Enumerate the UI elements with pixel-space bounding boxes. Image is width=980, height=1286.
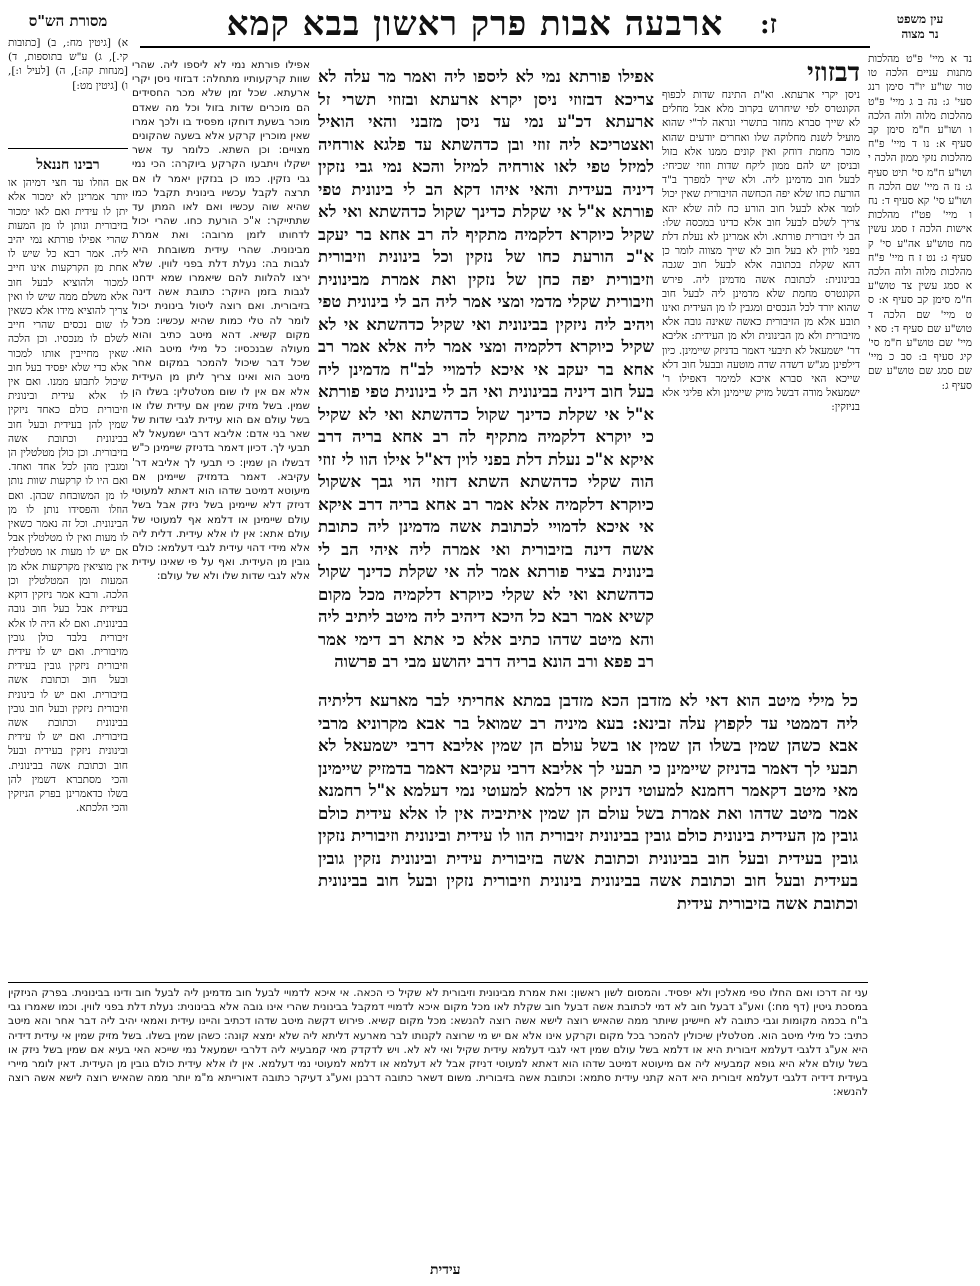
masoret-hashas-text: א) [גיטין מח:, ב) [כתובות קי.], ג) ע"ש בתוספות, ד) [מנחות קה:], ה) [לעיל ו:], ו) [גיטין מט:] bbox=[8, 37, 128, 92]
masoret-hashas-column bbox=[8, 36, 128, 146]
ein-mishpat-text: נד א מיי' פ"ט מהלכות מתנות עניים הלכה טו טור שו"ע יו"ד סימן רנג סעי' ג: נה ב ג מיי' פ"ט מהלכות מלוה ולוה הלכה ו ושו"ע ח"מ סימן קב סעיף א: נו ד מיי' פ"ח מהלכות נזקי ממון הלכה י ושו"ע ח"מ סי' תיט סעיף ג: נז ה מיי' שם הלכה ח ושו"ע סי' קא סעיף ד: נח ו מיי' פט"ז מהלכות אישות הלכה ז סמג עשין מח טוש"ע אה"ע סי' ק סעיף ג: נט ז ח מיי' פ"ח מהלכות מלוה ולוה הלכה א סמג עשין צד טוש"ע ח"מ סימן קב סעיף א: ס ט מיי' שם הלכה ד טוש"ע שם סעיף ד: סא י מיי' שם טוש"ע ח"מ סי' קיג סעיף ב: סב כ מיי' שם סמג שם טוש"ע שם סעיף ג: bbox=[868, 53, 972, 392]
rabbeinu-chananel-column bbox=[8, 152, 128, 992]
rabbeinu-chananel-text: אם הוזלו עד חצי דמיהן או יותר אמרינן לא ימכור אלא יתן לו עידית ואם לאו ימכור בזיבורית ונותן לו מן המעות שהרי אפילו פורתא נמי יהיב ליה. אמר רבא כל שיש לו אחת מן הקרקעות אינו חייב למכור ולהוציא לבעל חוב אלא משלם ממה שיש לו ואין צריך להוציא מידו אלא כשאין לו שום נכסים שהרי חייב לשלם לו מנכסיו. וכן הלכה שאין מחייבין אותו למכור אלא כדי שלא יפסיד בעל חוב שיכול לתבוע ממנו. ואם אין לו אלא עידית ובינונית וזיבורית כולם כאחד ניזקין שמין להן בעידית ובעל חוב בבינונית וכתובת אשה בזיבורית. וכן כולן מטלטלין הן ומגבין מהן לכל אחד ואחד. ואם היו לו קרקעות שוות נותן לו מן המשובחת שבהן. ואם הוזלו והפסידו נותן לו מן הבינונית. וכל זה נאמר כשאין לו מעות ואין לו מטלטלין אבל אם יש לו מעות או מטלטלין אין מוציאין מקרקעות אלא מן המעות ומן המטלטלין וכן הלכה. ורבא אמר ניזקין דוקא בעידית אבל בעל חוב גובה בבינונית. ואם לא היה לו אלא זיבורית בלבד כולן גובין מזיבורית. ואם יש לו עידית וזיבורית ניזקין גובין בעידית ובעל חוב וכתובת אשה בזיבורית. ואם יש לו בינונית וזיבורית ניזקין ובעל חוב גובין בבינונית וכתובת אשה בזיבורית. ואם יש לו עידית ובינונית ניזקין בעידית ובעל חוב וכתובת אשה בבינונית. והכי מסתברא דשמין להן בשלו כדאמרינן בפרק הניזקין והכי הלכתא. bbox=[8, 177, 128, 815]
catchword: עידית bbox=[430, 1262, 461, 1278]
tosafot-column bbox=[662, 58, 860, 678]
page-title: ארבעה אבות פרק ראשון בבא קמא bbox=[226, 4, 724, 44]
rabbeinu-chananel-title: רבינו חננאל bbox=[36, 157, 100, 173]
ein-mishpat-column bbox=[868, 52, 972, 612]
header-rule bbox=[140, 46, 870, 48]
bottom-tosafot-rule bbox=[8, 982, 868, 983]
gemara-continuation bbox=[318, 690, 858, 980]
chananel-rule bbox=[8, 148, 128, 149]
gemara-text: אפילו פורתא נמי לא ליספו ליה ואמר מר עלה לא צריכא דבזוזי ניסן יקרא ארעתא ובזוזי תשרי זל ארעתא דכ"ע נמי עד ניסן מזבני והאי הואיל ואצטריכא ליה זוזי ובן כדהשתא עד פלגא אורחיה למיזל טפי לאו אורחיה למיזל והכא נמי גבי נזקין דיניה בעידית והאי איהו דקא הב לי בינונית טפי פורתא א"ל אי שקלת כדינך שקול כדהשתא ואי לא שקיל כיוקרא דלקמיה מתקיף לה רב אחא בר יעקב א"כ הורעת כחו של נזקין וכל בינונית וזיבורית וזיבורית יפה כחן של נזקין ואת אמרת מבינונית וזיבורית שקלי מדמי ומצי אמר ליה הב לי בינונית טפי ויהיב ליה ניזקין בבינונית ואי שקיל כדהשתא אי לא שקיל כיוקרא דלקמיה ומצי אמר ליה אלא אמר רב אחא בר יעקב אי איכא לדמויי לב"ח מדמינן ליה בעל חוב דיניה בבינונית ואי הב לי בינונית טפי פורתא א"ל אי שקלת כדינך שקול כדהשתא ואי לא שקיל כי יוקרא דלקמיה מתקיף לה רב אחא בריה דרב איקא א"כ נעלת דלת בפני לוין דא"ל אילו הוו לי זוזי הוה שקלי כדהשתא השתא דזוזי הוי גבך אשקול כיוקרא דלקמיה אלא אמר רב אחא בריה דרב איקא אי איכא לדמויי לכתובת אשה מדמינן ליה כתובת אשה דינה בזיבורית ואי אמרה ליה איהי הב לי בינונית בציר פורתא אמר לה אי שקלת כדינך שקול כדהשתא ואי לא שקלי כיוקרא דלקמיה מכל מקום קשיא אמר רבא כל היכא דיהיב ליה מיטב ליתיב ליה והא מיטב שדהו כתיב אלא כי אתא רב דימי אמר רב פפא ורב הונא בריה דרב יהושע מבי רב פרשוה bbox=[318, 67, 654, 671]
daf-number: ז: bbox=[760, 10, 777, 40]
rashi-text: אפילו פורתא נמי לא ליספו ליה. שהרי שוות קרקעותיו מתחלה: דבזוזי ניסן יקרי ארעתא. שכל זמן שלא מכר החסידים הם מוכרים שדות בזול וכל מה שאדם מוכר בשעת דוחקו מפסיד בו ולכך אמרו שאין מוכרין קרקע אלא בשעה שהקונים מצויים: וכן השתא. כלומר עד אשר ישקלו ויתבעו הקרקע ביוקרה: הכי נמי גבי נזקין. כמו כן בנזקין יאמר לו אם תרצה לקבל עכשיו בינונית תקבל כמו שהיא שוה עכשיו ואם לאו המתן עד שתתייקר: א"כ הורעת כחו. שהרי יכול לדחותו לזמן מרובה: ואת אמרת מבינונית. שהרי עידית משובחת היא לגבות בה: נעלת דלת בפני לווין. שלא ירצו להלוות להם שיאמרו שמא ידחנו לגבות בזמן היוקר: כתובת אשה דינה בזיבורית. ואם רוצה ליטול בינונית יכול לומר לה טלי כמות שהיא עכשיו: מכל מקום קשיא. דהא מיטב כתיב והוא מעולה שבנכסיו: כל מילי מיטב הוא. שכל דבר שיכול להמכר במקום אחר מיטב הוא ואינו צריך ליתן מן העידית אלא אם אין לו שום מטלטלין: בשלו הן שמין. בשל מזיק שמין אם עידית שלו או בשל עולם אם הוא עידית לגבי שדות של שאר בני אדם: אליבא דרבי ישמעאל לא תבעי לך. דכיון דאמר בדניזק שיימינן כ"ש דבשלו הן שמין: כי תבעי לך אליבא דר' עקיבא. דאמר בדמזיק שיימינן אם מיעוטא דמיטב שדהו הוא דאתא למעוטי דניזק דלא שיימינן בשל ניזק אבל בשל עולם שיימינן או דלמא אף למעוטי של עולם אתא: אין לו אלא עידית. דלית ליה אלא מידי דהוי עידית לגבי דעלמא: כולם גובין מן העידית. ואף על פי שאינו עידית אלא לגבי שדות שלו ולא של עולם: bbox=[132, 59, 310, 583]
tosafot-bottom-text: עני זה דרכו ואם החלו טפי מאלכין ולא יפסיד. והמסום לשון ראשון: ואת אמרת מבינונית וזיבורית לא שקיל כי הכאה. אי איכא לדמויי לבעל חוב מדמינן ליה לבעל חוב ודינו בבינונית. בפרק הניזקין במסכת גיטין (דף מח:) ואע"ג דבעל חוב לא דמי לכתובת אשה דבעל חוב שקלת לאו מכל מקום איכא לדמויי דמקבל בבינונית שהרי אינו גובה אלא בבינונית: נעלת דלת בפני לווין. וכמו שאמרו גבי ב"ח בכמה מקומות וגבי כתובה לא חיישינן שיותר ממה שהאיש רוצה לישא אשה רוצה להנשא: מכל מקום קשיא. פירוש דקשה מיטב שדהו דכתיב והיינו עידית ואמאי יהיב ליה דבר אחר והא מיטב כתיב: כל מילי מיטב הוא. מטלטלין שיכולין להמכר בכל מקום וקרקע אינו אלא אם יש מי שרוצה לקנותו לבר מארעא דליתא ליה שלא ימצא קונה: כשהן שמין בשלו. בשל מזיק שמין אי עידית דידיה היא אע"ג דלגבי דעלמא זיבורית היא או דלמא בשל עולם שמין דאי לגבי דעלמא עידית שקיל ואי לא לא. ויש לדקדק מאי קמבעיא ליה דלרבי ישמעאל נמי שייכא האי בעיא אם שמין בשל ניזק או בשל עולם אלא היא גופא קמבעיא ליה אם מיעוטא דמיטב שדהו הוא דאתא למעוטי דניזק אבל לא דעלמא או דלמא למעוטי נמי דעלמא. אין לו אלא עידית כולם גובין מן העידית. דאין לומר מיירי בעידית דידיה דלגבי דעלמא זיבורית היא דהא קתני עידית סתמא: וכתובת אשה בזיבורית. משום דשאר כתובה דרבנן ואע"ג דעיקר כתובה דאורייתא מ"מ יותר ממה שהאיש רוצה לישא אשה רוצה להנשא: bbox=[8, 987, 868, 1099]
gemara-continuation-text: כל מילי מיטב הוא דאי לא מזדבן הכא מזדבן במתא אחריתי לבר מארעא דליתיה ליה דממטי עד לקפוץ עלה זבינא: בעא מיניה רב שמואל בר אבא מקרוניא מרבי אבא כשהן שמין בשלו הן שמין או בשל עולם הן שמין אליבא דרבי ישמעאל לא תבעי לך דאמר בדניזק שיימינן כי תבעי לך אליבא דרבי עקיבא דאמר בדמזיק שיימינן מאי מיטב דקאמר רחמנא למעוטי דניזק או דלמא למעוטי נמי דעלמא א"ל רחמנא אמר מיטב שדהו ואת אמרת בשל עולם הן שמין איתיביה אין לו אלא עידית כולם גובין מן העידית בינונית כולם גובין בבינונית זיבורית הוו לו עידית ובינונית וזיבורית נזקין גובין בעידית ובעל חוב בבינונית וכתובת אשה בזיבורית עידית ובינונית נזקין גובין בעידית ובעל חוב וכתובת אשה בבינונית בינונית וזיבורית נזקין ובעל חוב בבינונית וכתובת אשה בזיבורית עידית bbox=[318, 691, 858, 913]
ein-mishpat-header: עין משפט נר מצוה bbox=[896, 12, 944, 41]
masoret-hashas-header: מסורת הש"ס bbox=[28, 12, 108, 30]
tosafot-dibbur-hamatchil: דבזוזי bbox=[806, 58, 860, 88]
tosafot-text: ניסן יקרי ארעתא. וא"ת התינח שדות לכפוף הקונטרס לפי שיחרוש בקרוב מלא אבל מחלים לא שייך סברא מחזר בתשרי ונראה לר"י שהוא מועיל לשנת מחלוקה שלו ואחרים יודעים שהוא מוכר מחמת דוחק ואין קונים ממנו אלא בזול ובניסן יש להם ממון ליקח שדות וזוזי שכיחי: לבעל חוב מדמינן ליה. ולא שייך למפרך ב"ד הורעת כחו שלא יפה הכחשה הזיבורית שאין יכול לומר אלא לבעל חוב הורע כח לוה שלא יהא צריך לשלם לבעל חוב אלא כדינו במכסה שלו: הב לי זיבורית פורתא. ולא אמרינן לא נעלת דלת בפני לווין לא בעל חוב לא שייך מצווה לומר כן דהא שקלת בכתובה אלא לבעל חוב שגבה בבינונית: לכתובת אשה מדמינן ליה. פירש הקונטרס מחמת שלא מדמינן ליה לבעל חוב שהוא יורד לכל הנכסים ומגבין לו מן העידית ואינו תובע אלא מן הזיבורית כאשה שאינה גובה אלא מזיבורית ולא מן הבינונית ולא מן העידית: אליבא דר' ישמעאל לא תיבעי דאמר בדניזק שיימינן. כיון דילפינן מג"ש דשדה שדה מוטעה ובבעל חוב דלא שייכא האי סברא איכא למימר דאפילו ר' ישמעאל מודה דבשל מזיק שיימינן ולא פליגי אלא בניזקין: bbox=[662, 89, 860, 414]
rashi-column bbox=[132, 58, 310, 978]
gemara-column bbox=[318, 66, 654, 686]
tosafot-bottom-column bbox=[8, 986, 868, 1256]
